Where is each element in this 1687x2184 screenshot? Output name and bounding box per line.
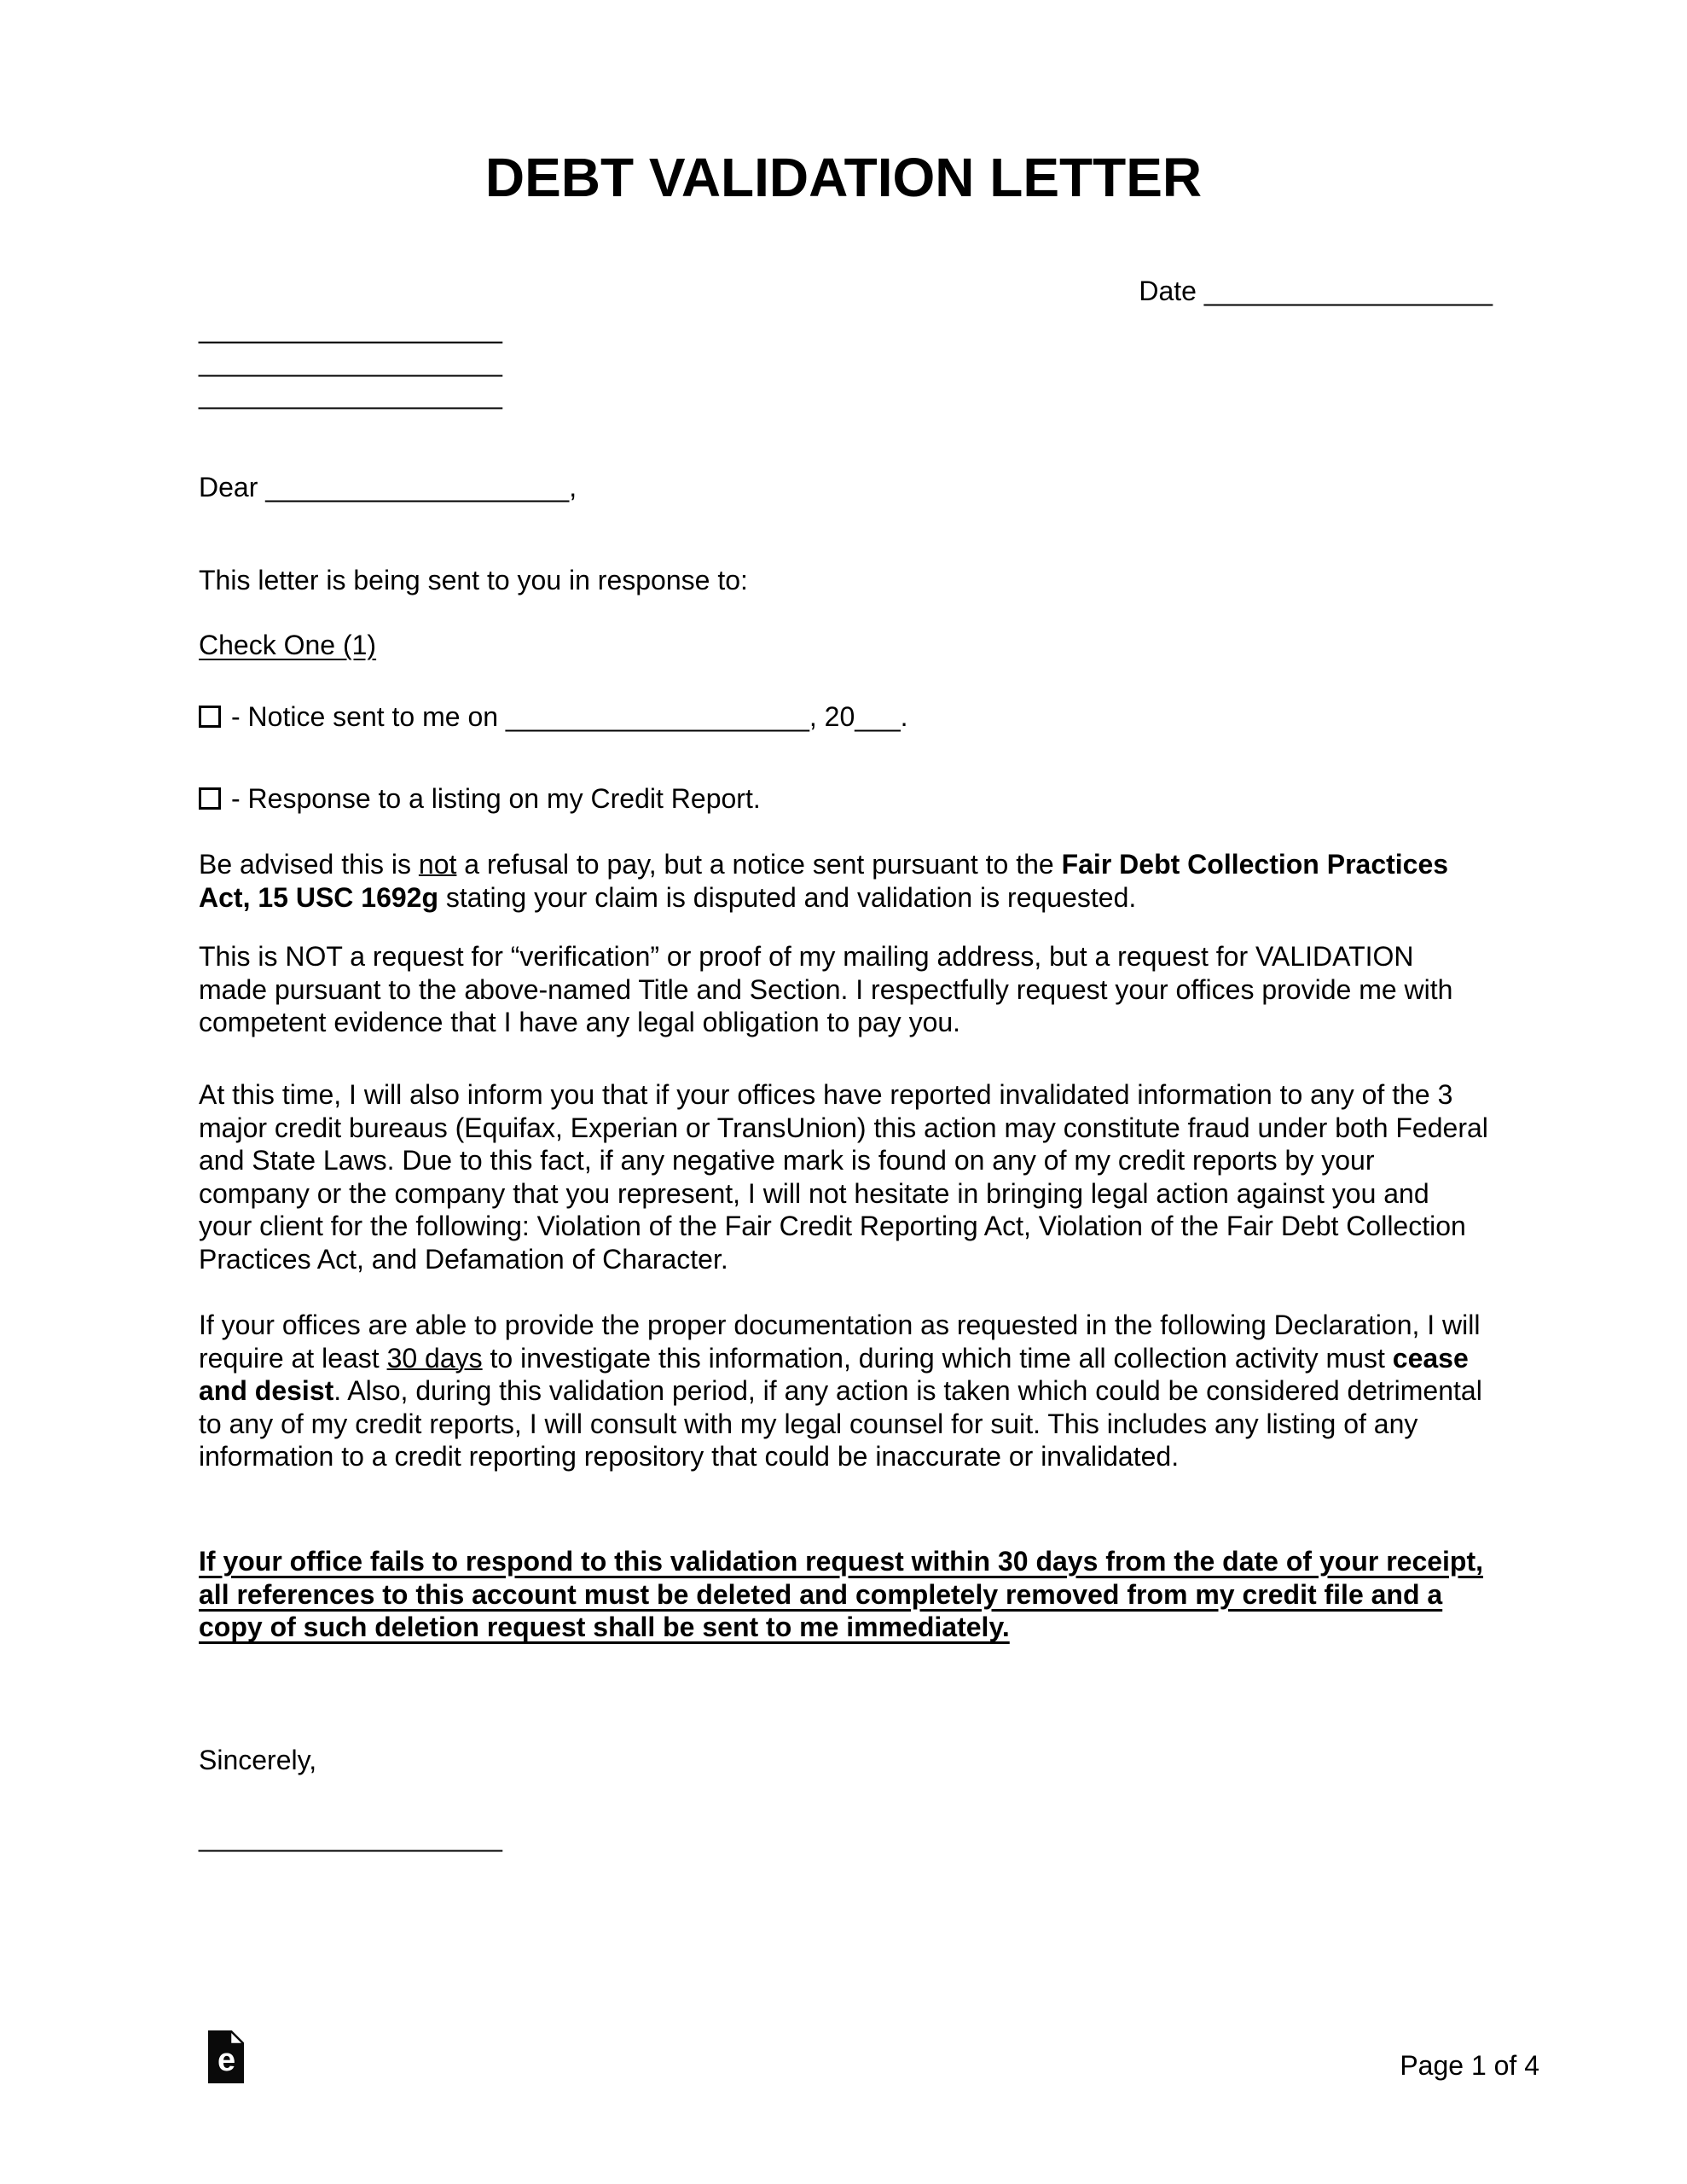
option-notice-sent — [199, 700, 1489, 734]
paragraph-text: Be advised this is — [199, 849, 419, 880]
paragraph-validation-request: This is NOT a request for “verification” or proof of my mailing address, but a request for VALIDATION made pursuant to the above-named Title and Section. I respectfully request your offices provide me with competent evidence that I have any legal obligation to pay you. — [199, 941, 1453, 1038]
closing-line: Sincerely, — [199, 1745, 317, 1775]
check-one-label: Check One (1) — [199, 630, 377, 660]
paragraph-deletion-demand: If your office fails to respond to this validation request within 30 days from the date of your receipt, all references to this account must be deleted and completely removed from my credit file and a copy of such deletion request shall be sent to me immediately. — [199, 1546, 1484, 1643]
option-text: , 20 — [809, 701, 855, 732]
logo-letter: e — [217, 2042, 236, 2078]
date-label: Date — [1139, 276, 1204, 306]
underlined-text: not — [418, 849, 457, 880]
signature-blank-field: ____________________ — [199, 1821, 502, 1852]
credit-report-checkbox-icon[interactable] — [199, 787, 221, 810]
address-blank-line: ____________________ — [199, 313, 502, 344]
year-blank-field: ___ — [855, 701, 901, 732]
date-line — [1139, 275, 1493, 308]
bold-text: Fair Debt Collection Practices Act, 15 USC 1692g — [199, 849, 1449, 913]
paragraph-text: a refusal to pay, but a notice sent pursuant to the — [456, 849, 1062, 880]
page-title: DEBT VALIDATION LETTER — [484, 147, 1203, 208]
date-blank-field: ___________________ — [1203, 276, 1493, 306]
option-text: - Response to a listing on my Credit Report. — [231, 783, 761, 814]
option-credit-report — [199, 782, 1489, 816]
underlined-text: 30 days — [386, 1342, 483, 1374]
address-blank-line: ____________________ — [199, 346, 502, 377]
address-blank-line: ____________________ — [199, 379, 502, 410]
notice-date-blank-field: ____________________ — [505, 701, 809, 732]
paragraph-investigation — [199, 1309, 1489, 1473]
salutation-blank-field: ____________________ — [265, 472, 570, 502]
paragraph-notice — [199, 848, 1489, 914]
paragraph-text: If your offices are able to provide the proper documentation as requested in the following Declaration, I will require at least — [199, 1310, 1481, 1374]
eforms-document-icon — [208, 2030, 244, 2083]
paragraph-text: to investigate this information, during which time all collection activity must — [482, 1342, 1393, 1374]
salutation-label: Dear — [199, 472, 266, 502]
option-text: - Notice sent to me on — [231, 701, 506, 732]
paragraph-text: stating your claim is disputed and validation is requested. — [438, 881, 1137, 913]
option-text: . — [900, 701, 908, 732]
paragraph-text: . Also, during this validation period, if any action is taken which could be considered detrimental to any of my credit reports, I will consult with my legal counsel for suit. This includes any listing of any information to a credit reporting repository that could be inaccurate or invalidated. — [199, 1375, 1482, 1472]
recipient-address-block — [199, 312, 502, 411]
bold-text: cease and desist — [199, 1342, 1469, 1407]
salutation-suffix: , — [569, 472, 577, 502]
check-one-heading — [199, 629, 1489, 662]
page-number: Page 1 of 4 — [1400, 2050, 1539, 2081]
intro-line: This letter is being sent to you in response to: — [199, 565, 748, 595]
salutation — [199, 471, 1489, 504]
notice-sent-checkbox-icon[interactable] — [199, 706, 221, 728]
paragraph-credit-bureaus: At this time, I will also inform you that if your offices have reported invalidated information to any of the 3 major credit bureaus (Equifax, Experian or TransUnion) this action may constitute fraud under both Federal and State Laws. Due to this fact, if any negative mark is found on any of my credit reports by your company or the company that you represent, I will not hesitate in bringing legal action against you and your client for the following: Violation of the Fair Credit Reporting Act, Violation of the Fair Debt Collection Practices Act, and Defamation of Character. — [199, 1079, 1488, 1275]
